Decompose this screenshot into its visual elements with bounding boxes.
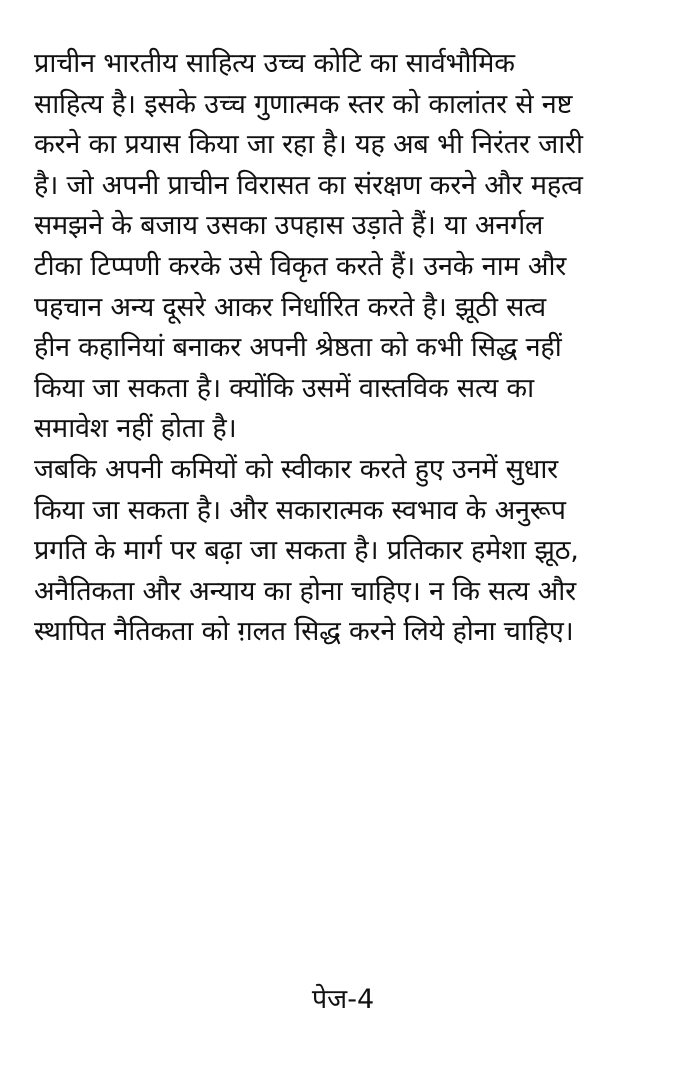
text-line: है। जो अपनी प्राचीन विरासत का संरक्षण करने और महत्व: [34, 169, 583, 201]
text-line: प्राचीन भारतीय साहित्य उच्च कोटि का सार्वभौमिक: [34, 48, 515, 79]
text-line: करने का प्रयास किया जा रहा है। यह अब भी निरंतर जारी: [34, 129, 583, 161]
text-line: हीन कहानियां बनाकर अपनी श्रेष्ठता को कभी सिद्ध नहीं: [34, 332, 562, 364]
page-number: पेज-4: [311, 984, 375, 1015]
text-line: समझने के बजाय उसका उपहास उड़ाते हैं। या अनर्गल: [34, 210, 544, 242]
text-line: अनैतिकता और अन्याय का होना चाहिए। न कि सत्य और: [34, 575, 576, 607]
text-line: किया जा सकता है। और सकारात्मक स्वभाव के अनुरूप: [34, 494, 566, 526]
text-line: समावेश नहीं होता है।: [34, 413, 237, 445]
text-line: साहित्य है। इसके उच्च गुणात्मक स्तर को कालांतर से नष्ट: [34, 88, 573, 120]
body-text: [34, 44, 664, 653]
text-line: जबकि अपनी कमियों को स्वीकार करते हुए उनमें सुधार: [34, 453, 558, 485]
text-line: प्रगति के मार्ग पर बढ़ा जा सकता है। प्रतिकार हमेशा झूठ,: [34, 535, 579, 567]
text-line: स्थापित नैतिकता को ग़लत सिद्ध करने लिये होना चाहिए।: [34, 616, 574, 648]
text-line: पहचान अन्य दूसरे आकर निर्धारित करते है। झूठी सत्व: [34, 291, 546, 323]
text-line: किया जा सकता है। क्योंकि उसमें वास्तविक सत्य का: [34, 372, 534, 404]
text-line: टीका टिप्पणी करके उसे विकृत करते हैं। उनके नाम और: [34, 250, 567, 282]
